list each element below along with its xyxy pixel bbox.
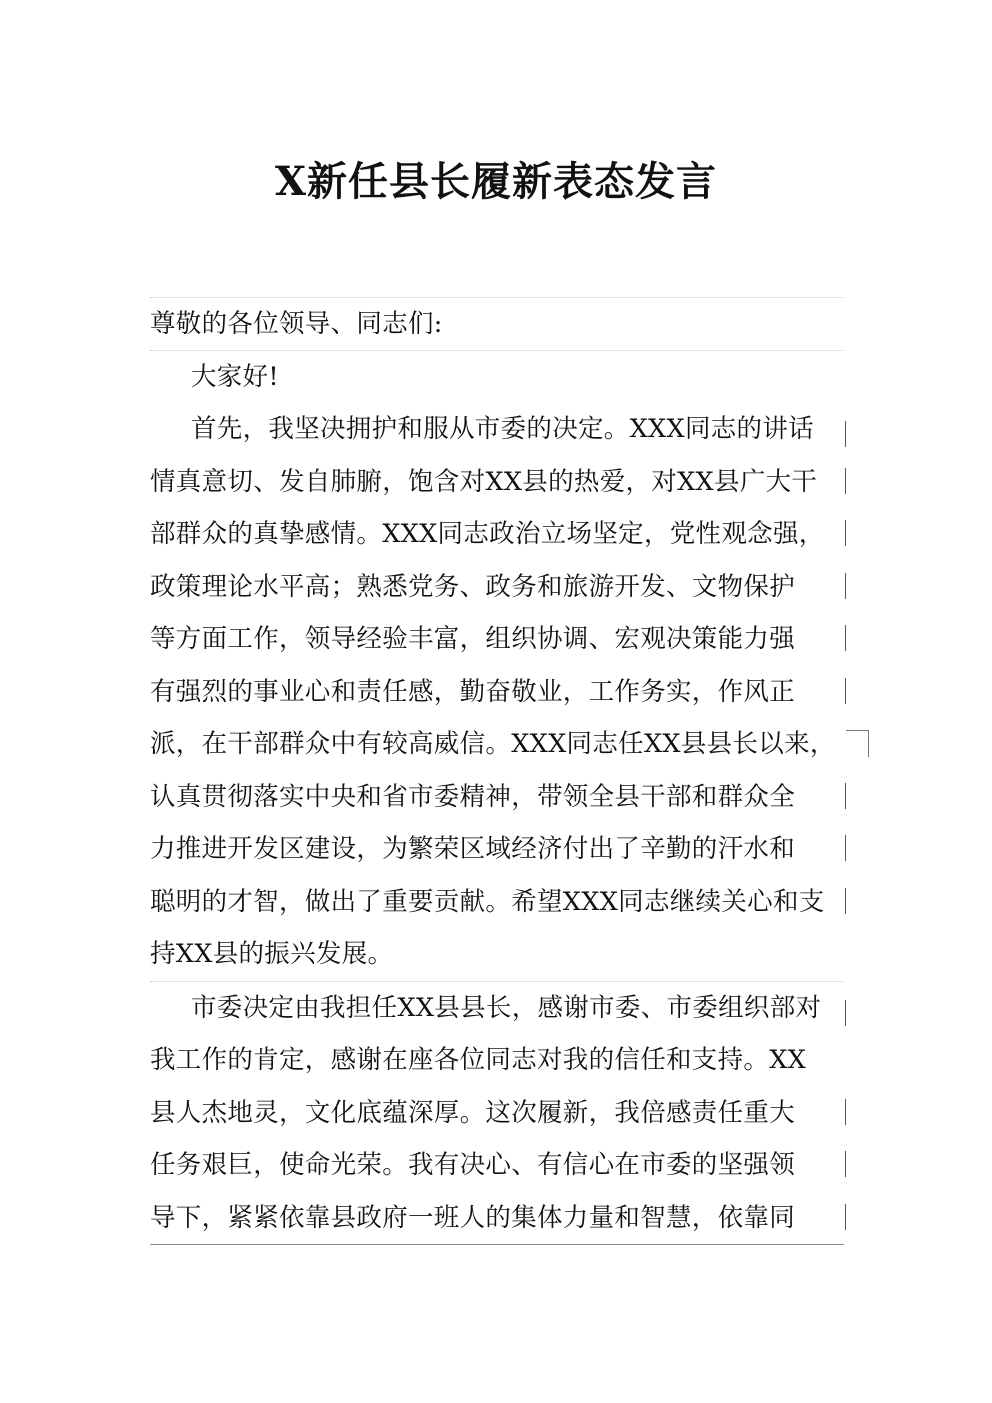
paragraph-line: 派，在干部群众中有较高威信。XXX同志任XX县县长以来， xyxy=(150,729,836,759)
paragraph-line: 持XX县的振兴发展。 xyxy=(150,939,394,969)
paragraph-line: 聪明的才智，做出了重要贡献。希望XXX同志继续关心和支 xyxy=(150,876,844,929)
paragraph-line: 我工作的肯定，感谢在座各位同志对我的信任和支持。XX xyxy=(150,1045,807,1075)
paragraph-2 xyxy=(150,982,844,1245)
paragraph-line: 政策理论水平高；熟悉党务、政务和旅游开发、文物保护 xyxy=(150,561,844,614)
paragraph-line: 有强烈的事业心和责任感，勤奋敬业，工作务实，作风正 xyxy=(150,666,844,719)
paragraph-1 xyxy=(150,403,844,981)
document-title: X新任县长履新表态发言 xyxy=(274,158,718,205)
paragraph-line: 任务艰巨，使命光荣。我有决心、有信心在市委的坚强领 xyxy=(150,1139,844,1192)
paragraph-line: 等方面工作，领导经验丰富，组织协调、宏观决策能力强 xyxy=(150,613,844,666)
crop-corner-mark xyxy=(846,730,869,757)
salutation: 尊敬的各位领导、同志们: xyxy=(150,309,443,339)
page-bottom-rule xyxy=(150,1244,844,1245)
paragraph-line: 县人杰地灵，文化底蕴深厚。这次履新，我倍感责任重大 xyxy=(150,1087,844,1140)
paragraph-line: 导下，紧紧依靠县政府一班人的集体力量和智慧，依靠同 xyxy=(150,1192,844,1245)
paragraph-line: 情真意切、发自肺腑，饱含对XX县的热爱，对XX县广大干 xyxy=(150,456,844,509)
paragraph-line: 部群众的真挚感情。XXX同志政治立场坚定，党性观念强， xyxy=(150,508,844,561)
document-body xyxy=(150,297,844,1245)
paragraph-line: 认真贯彻落实中央和省市委精神，带领全县干部和群众全 xyxy=(150,771,844,824)
greeting: 大家好! xyxy=(191,362,279,392)
paragraph-line: 市委决定由我担任XX县县长，感谢市委、市委组织部对 xyxy=(150,982,844,1035)
paragraph-line: 首先，我坚决拥护和服从市委的决定。XXX同志的讲话 xyxy=(150,403,844,456)
paragraph-line: 力推进开发区建设，为繁荣区域经济付出了辛勤的汗水和 xyxy=(150,823,844,876)
